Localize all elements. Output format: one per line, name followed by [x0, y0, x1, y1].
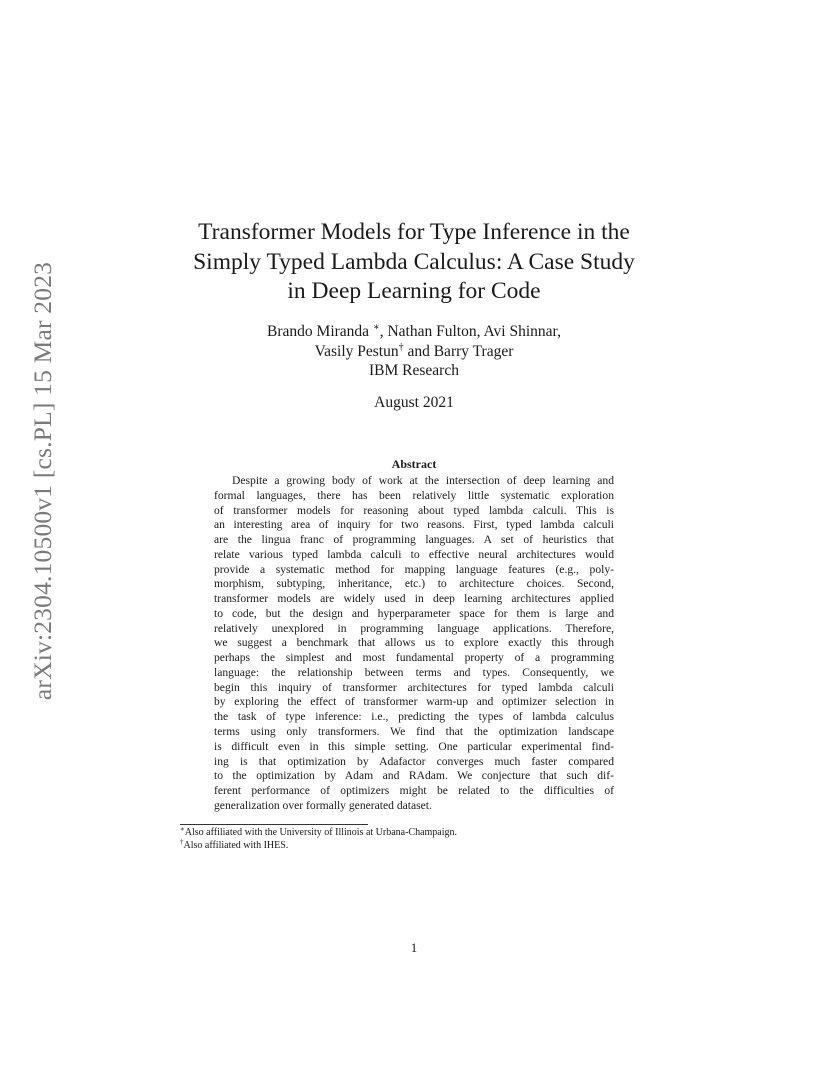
author-miranda: Brando Miranda — [267, 323, 373, 340]
abstract-line: Despite a growing body of work at the intersection of deep learning and — [232, 474, 614, 487]
abstract-line: transformer models are widely used in deep learning architectures applied — [214, 592, 614, 606]
author-list-rest: , Nathan Fulton, Avi Shinnar, — [379, 323, 561, 340]
arxiv-stamp-text: arXiv:2304.10500v1 [cs.PL] 15 Mar 2023 — [28, 261, 57, 701]
abstract-line: begin this inquiry of transformer architectures for typed lambda calculi — [214, 680, 614, 694]
footnote-divider — [180, 824, 368, 825]
arxiv-stamp — [23, 261, 63, 701]
footnote-2 — [180, 839, 457, 852]
abstract-line: morphism, subtyping, inheritance, etc.) to architecture choices. Second, — [214, 577, 614, 591]
footnote-1-text: Also affiliated with the University of Illinois at Urbana-Champaign. — [184, 827, 458, 838]
abstract-line: generalization over formally generated dataset. — [214, 798, 432, 812]
author-trager: and Barry Trager — [403, 342, 514, 360]
footnote-2-mark: † — [180, 838, 184, 846]
affiliation: IBM Research — [369, 362, 459, 379]
abstract-line: perhaps the simplest and most fundamental property of a programming — [214, 651, 614, 665]
footnote-1-mark: ∗ — [180, 825, 185, 833]
author-pestun: Vasily Pestun — [314, 342, 399, 360]
paper-date: August 2021 — [374, 394, 454, 411]
abstract-line: of transformer models for reasoning about typed lambda calculi. This is — [214, 503, 614, 517]
abstract-line: relatively unexplored in programming language applications. Therefore, — [214, 621, 614, 635]
title-line-3: in Deep Learning for Code — [287, 278, 541, 304]
abstract-line: the task of type inference: i.e., predicting the types of lambda calculus — [214, 710, 614, 724]
title-line-2: Simply Typed Lambda Calculus: A Case Study — [193, 248, 635, 275]
abstract-line: by exploring the effect of transformer warm-up and optimizer selection in — [214, 695, 614, 709]
abstract-line: an interesting area of inquiry for two reasons. First, typed lambda calculi — [214, 518, 614, 532]
abstract-line: to the optimization by Adam and RAdam. We conjecture that such dif- — [214, 769, 614, 783]
author-block — [150, 322, 678, 381]
abstract-body — [214, 474, 614, 814]
footnotes — [180, 826, 457, 852]
footnote-mark-dagger: † — [398, 341, 404, 353]
abstract-heading: Abstract — [391, 457, 437, 471]
abstract-line: provide a systematic method for mapping language features (e.g., poly- — [214, 562, 614, 576]
abstract-line: ferent performance of optimizers might be related to the difficulties of — [214, 784, 614, 798]
abstract-line: formal languages, there has been relatively little systematic exploration — [214, 488, 614, 502]
footnote-1 — [180, 826, 457, 839]
abstract-line: to code, but the design and hyperparameter space for them is large and — [214, 606, 614, 620]
page-number: 1 — [410, 940, 418, 955]
title-line-1: Transformer Models for Type Inference in the — [198, 219, 630, 245]
abstract-line: are the lingua franc of programming languages. A set of heuristics that — [214, 533, 614, 547]
author-line-1 — [150, 322, 678, 342]
footnote-mark-star: ∗ — [372, 322, 380, 333]
footnote-2-text: Also affiliated with IHES. — [183, 840, 289, 851]
abstract-line: relate various typed lambda calculi to effective neural architectures would — [214, 547, 614, 561]
abstract-line: ing is that optimization by Adafactor converges much faster compared — [214, 754, 614, 768]
author-line-2 — [150, 342, 678, 362]
abstract-line: language: the relationship between terms and types. Consequently, we — [214, 665, 614, 679]
abstract-line: we suggest a benchmark that allows us to explore exactly this through — [214, 636, 614, 650]
paper-title — [150, 218, 678, 307]
abstract-line: terms using only transformers. We find that the optimization landscape — [214, 725, 614, 739]
abstract-line: is difficult even in this simple setting. One particular experimental find- — [214, 739, 614, 753]
